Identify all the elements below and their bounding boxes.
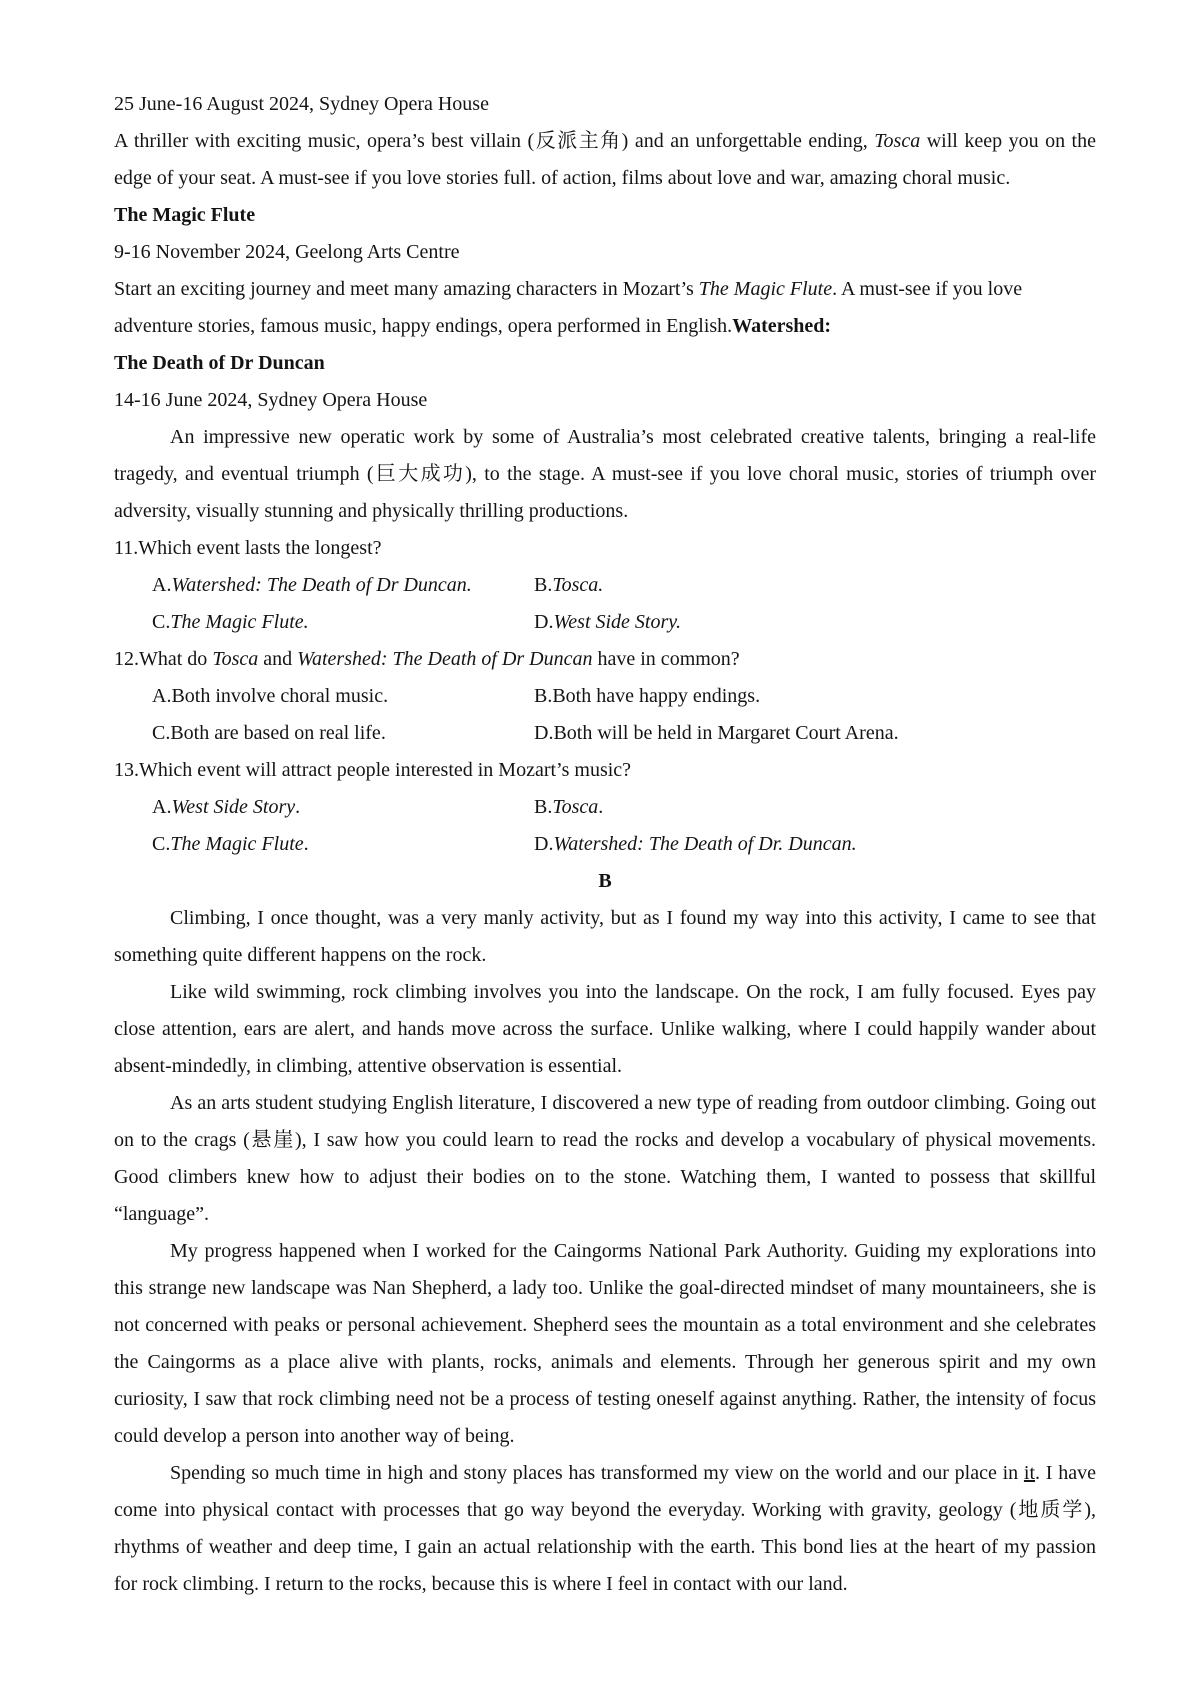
option-text: West Side Story bbox=[171, 796, 296, 818]
option-text: The Magic Flute bbox=[170, 833, 304, 855]
option-letter: A. bbox=[152, 574, 172, 596]
question-12-stem-2: Tosca bbox=[212, 648, 259, 670]
q13-option-d bbox=[534, 826, 1134, 863]
question-11 bbox=[114, 530, 1096, 567]
option-text: Tosca bbox=[552, 796, 599, 818]
magic-flute-desc-text: Start an exciting journey and meet many amazing characters in Mozart’s bbox=[114, 278, 699, 300]
passage-b-paragraph-4: My progress happened when I worked for the Caingorms National Park Authority. Guiding my explorations into this strange new landscape was Nan Shepherd, a lady too. Unlike the goal-directed mindset of many mountaineers, she is not concerned with peaks or personal achievement. Shepherd sees the mountain as a total environment and she celebrates the Caingorms as a place alive with plants, rocks, animals and elements. Through her generous spirit and my own curiosity, I saw that rock climbing need not be a process of testing oneself against anything. Rather, the intensity of focus could develop a person into another way of being. bbox=[114, 1240, 1096, 1447]
question-11-stem: 11.Which event lasts the longest? bbox=[114, 537, 382, 559]
passage-b-paragraph-3: As an arts student studying English literature, I discovered a new type of reading from outdoor climbing. Going out on to the crags (悬崖), I saw how you could learn to read the rocks and develop a vocabulary of physical movements. Good climbers knew how to adjust their bodies on to the stone. Watching them, I wanted to possess that skillful “language”. bbox=[114, 1092, 1096, 1225]
option-text: Tosca. bbox=[552, 574, 604, 596]
option-text: Both involve choral music. bbox=[171, 685, 389, 707]
option-text: Watershed: The Death of Dr. Duncan. bbox=[553, 833, 857, 855]
question-12-stem-5: have in common? bbox=[592, 648, 740, 670]
option-letter: B. bbox=[534, 685, 553, 707]
option-suffix: . bbox=[303, 833, 309, 855]
question-13-options bbox=[114, 789, 1096, 863]
q11-option-b bbox=[534, 567, 1134, 604]
option-letter: B. bbox=[534, 796, 553, 818]
tosca-date: 25 June-16 August 2024, Sydney Opera House bbox=[114, 93, 489, 115]
option-letter: C. bbox=[152, 833, 171, 855]
magic-flute-desc-text-end: . A must-see if you love adventure stories, famous music, happy endings, opera performed in English. bbox=[114, 278, 1023, 337]
section-b-heading: B bbox=[598, 870, 612, 892]
passage-b-paragraph-5 bbox=[114, 1455, 1096, 1603]
q12-option-d bbox=[534, 715, 1134, 752]
option-letter: C. bbox=[152, 611, 171, 633]
tosca-desc-text-end: will keep you on the edge of your seat. A must-see if you love stories full. of action, films about love and war, amazing choral music. bbox=[114, 130, 1096, 189]
paragraph-5-text-end: . I have come into physical contact with processes that go way beyond the everyday. Working with gravity, geology (地质学), rhythms of weather and deep time, I gain an actual relationship with the earth. This bond lies at the heart of my passion for rock climbing. I return to the rocks, because this is where I feel in contact with our land. bbox=[114, 1462, 1096, 1595]
option-letter: A. bbox=[152, 685, 172, 707]
magic-flute-date: 9-16 November 2024, Geelong Arts Centre bbox=[114, 241, 460, 263]
q12-option-c bbox=[152, 715, 534, 752]
q13-option-c bbox=[152, 826, 534, 863]
tosca-desc-text: A thriller with exciting music, opera’s best villain (反派主角) and an unforgettable ending, bbox=[114, 130, 875, 152]
question-13 bbox=[114, 752, 1096, 789]
option-text: The Magic Flute. bbox=[170, 611, 309, 633]
question-12-options bbox=[114, 678, 1096, 752]
page-content bbox=[114, 86, 1096, 1603]
underlined-word-it: it bbox=[1023, 1462, 1036, 1484]
question-12-stem-4: Watershed: The Death of Dr Duncan bbox=[297, 648, 593, 670]
q11-option-c bbox=[152, 604, 534, 641]
option-suffix: . bbox=[295, 796, 301, 818]
question-12 bbox=[114, 641, 1096, 678]
q13-option-b bbox=[534, 789, 1134, 826]
tosca-description bbox=[114, 123, 1096, 197]
option-letter: D. bbox=[534, 722, 554, 744]
tosca-title-inline: Tosca bbox=[874, 130, 921, 152]
watershed-title-start: Watershed: bbox=[732, 315, 832, 337]
question-11-options bbox=[114, 567, 1096, 641]
passage-b-paragraph-1: Climbing, I once thought, was a very manly activity, but as I found my way into this activity, I came to see that something quite different happens on the rock. bbox=[114, 907, 1096, 966]
q12-option-b bbox=[534, 678, 1134, 715]
option-text: Both are based on real life. bbox=[170, 722, 386, 744]
option-text: Both have happy endings. bbox=[552, 685, 761, 707]
magic-flute-title-inline: The Magic Flute bbox=[698, 278, 833, 300]
watershed-title: The Death of Dr Duncan bbox=[114, 352, 325, 374]
q12-option-a bbox=[152, 678, 534, 715]
question-12-stem-3: and bbox=[258, 648, 298, 670]
option-letter: D. bbox=[534, 611, 554, 633]
option-letter: D. bbox=[534, 833, 554, 855]
watershed-description: An impressive new operatic work by some of Australia’s most celebrated creative talents, bringing a real-life tragedy, and eventual triumph (巨大成功), to the stage. A must-see if you love choral music, stories of triumph over adversity, visually stunning and physically thrilling productions. bbox=[114, 426, 1096, 522]
magic-flute-title: The Magic Flute bbox=[114, 204, 256, 226]
option-text: West Side Story. bbox=[553, 611, 682, 633]
paragraph-5-text: Spending so much time in high and stony places has transformed my view on the world and our place in bbox=[170, 1462, 1024, 1484]
option-letter: A. bbox=[152, 796, 172, 818]
option-letter: B. bbox=[534, 574, 553, 596]
option-text: Both will be held in Margaret Court Arena. bbox=[553, 722, 899, 744]
passage-b-paragraph-2: Like wild swimming, rock climbing involves you into the landscape. On the rock, I am fully focused. Eyes pay close attention, ears are alert, and hands move across the surface. Unlike walking, where I could happily wander about absent-mindedly, in climbing, attentive observation is essential. bbox=[114, 981, 1096, 1077]
option-text: Watershed: The Death of Dr Duncan. bbox=[171, 574, 472, 596]
watershed-date: 14-16 June 2024, Sydney Opera House bbox=[114, 389, 428, 411]
question-12-stem-1: 12.What do bbox=[114, 648, 213, 670]
q11-option-a bbox=[152, 567, 534, 604]
option-suffix: . bbox=[598, 796, 604, 818]
question-13-stem: 13.Which event will attract people interested in Mozart’s music? bbox=[114, 759, 632, 781]
option-letter: C. bbox=[152, 722, 171, 744]
q11-option-d bbox=[534, 604, 1134, 641]
magic-flute-description bbox=[114, 271, 1096, 345]
q13-option-a bbox=[152, 789, 534, 826]
